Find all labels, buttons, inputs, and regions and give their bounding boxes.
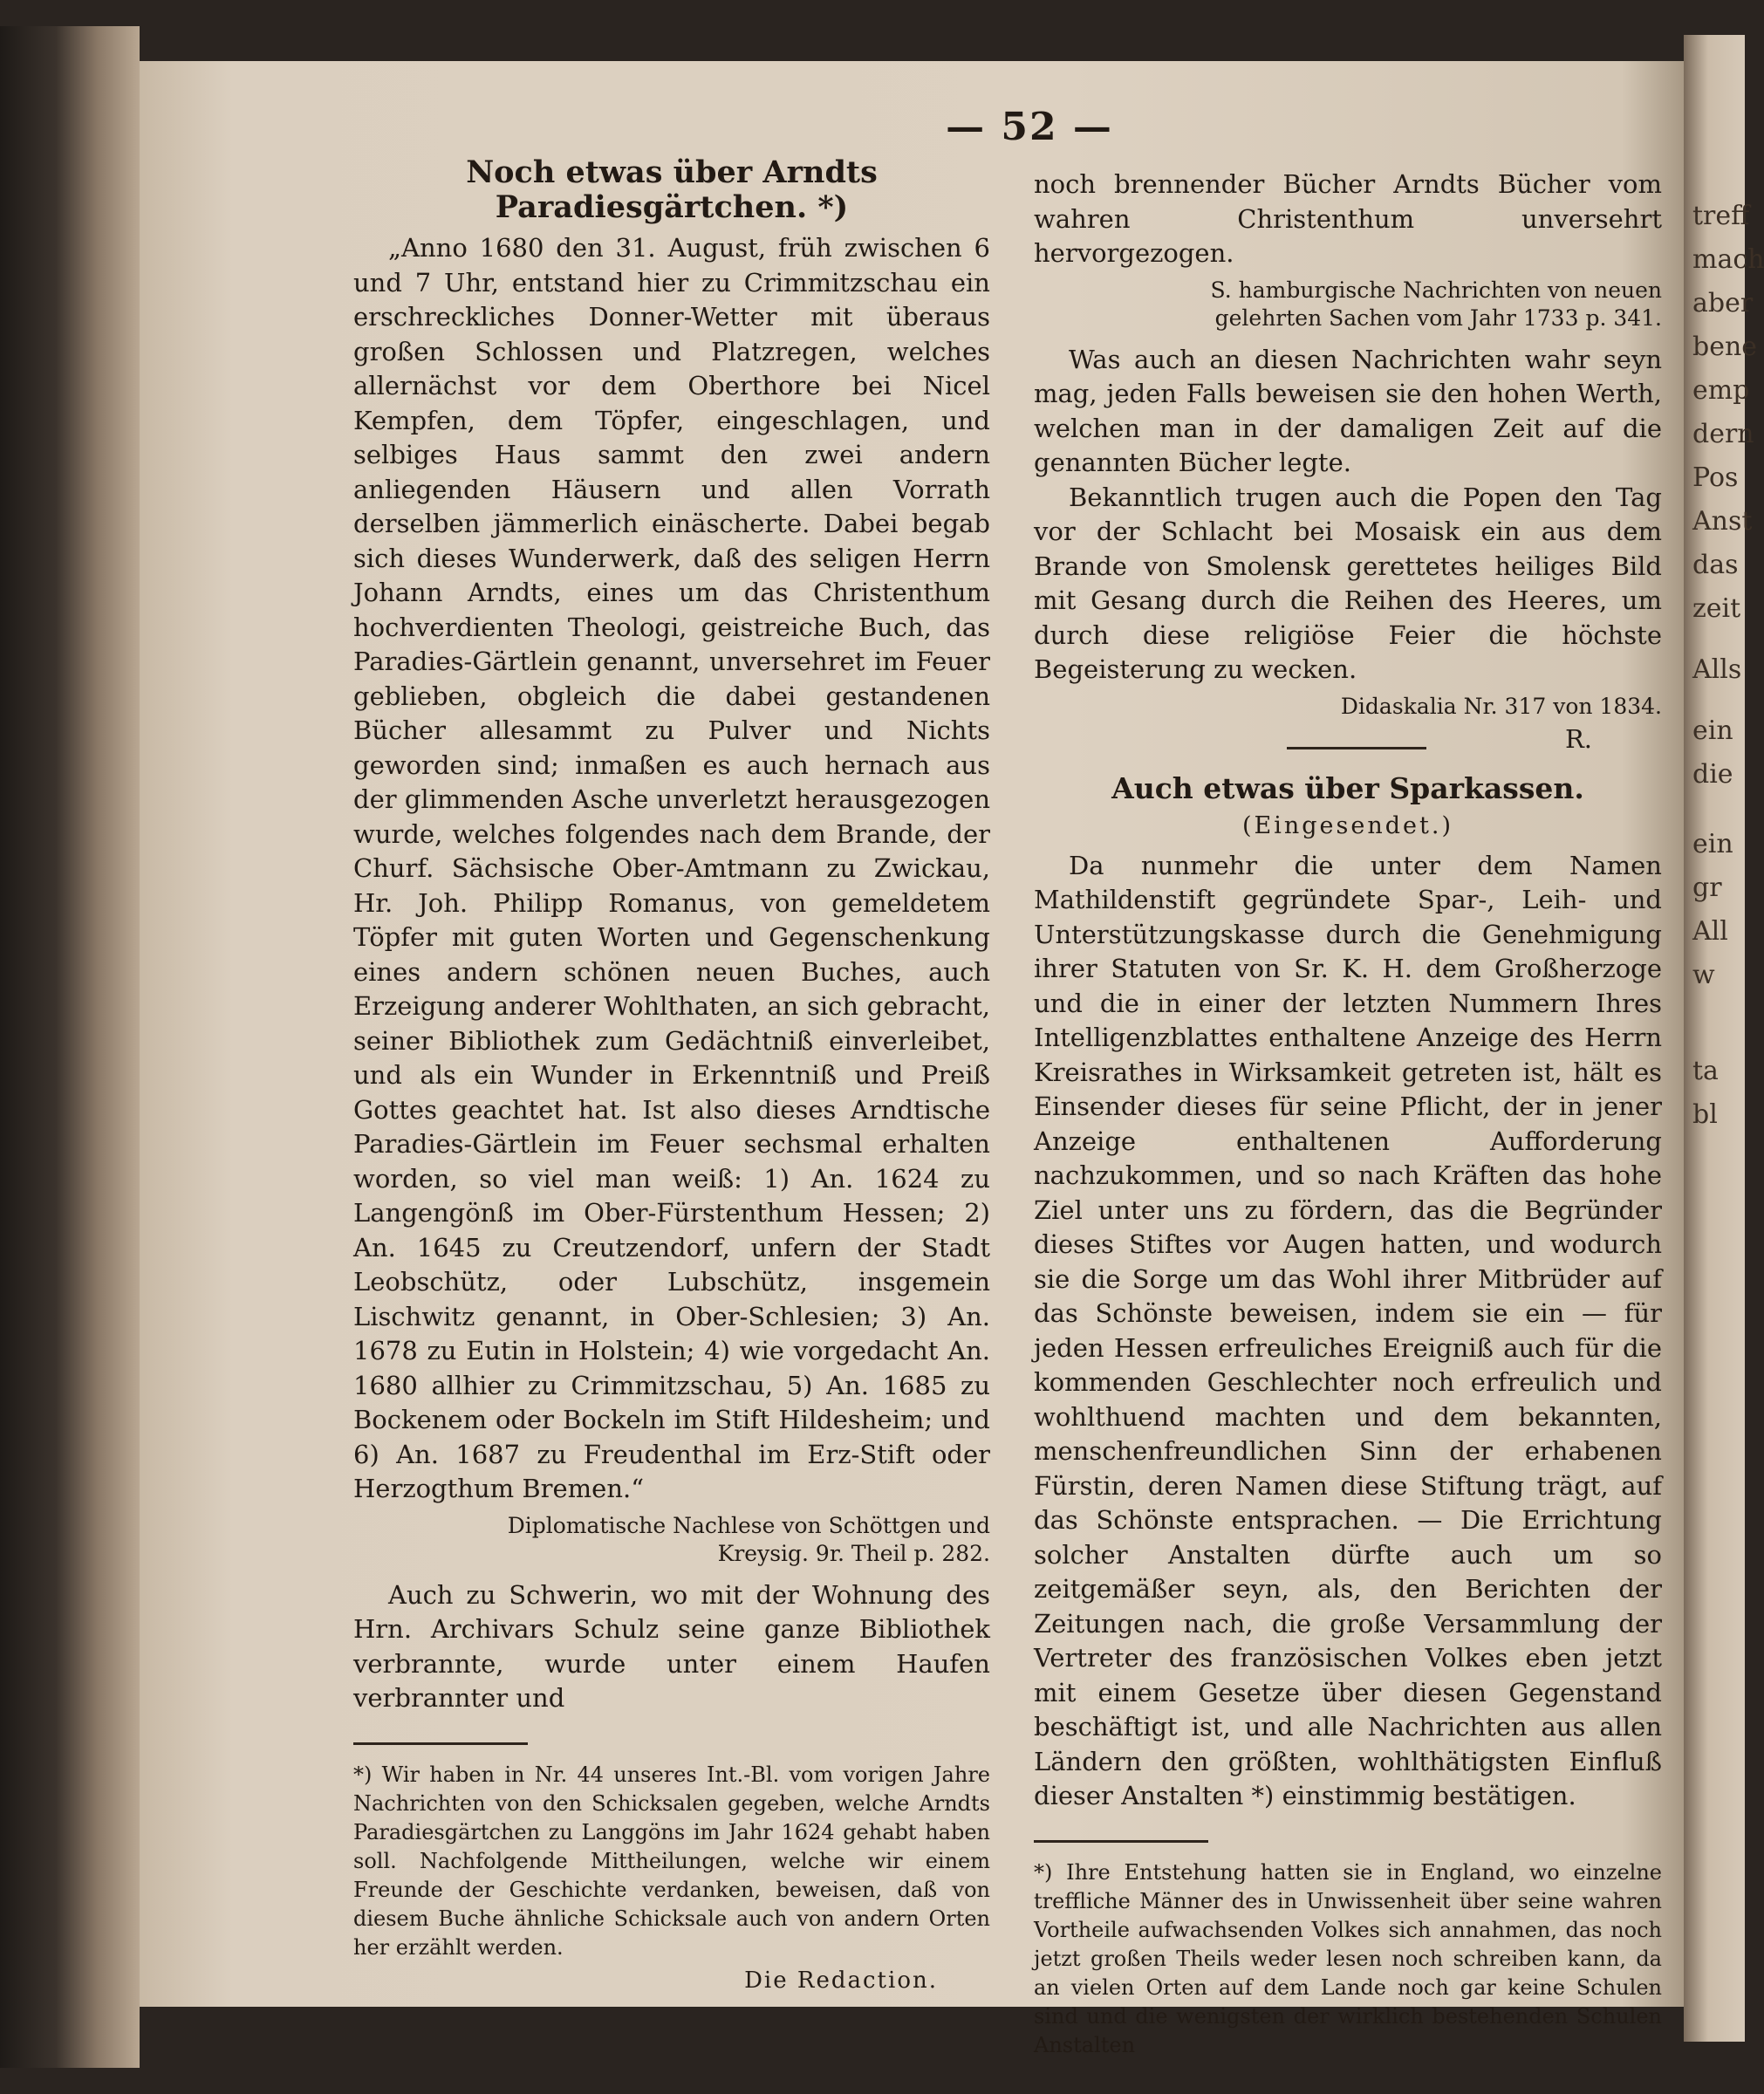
quote-paragraph: „Anno 1680 den 31. August, früh zwischen 6 und 7 Uhr, entstand hier zu Crimmitzschau ein erschreckliches Donner-Wetter mit überaus großen Schlossen und Platzregen, welches allernächst vor dem Oberthore bei Nicel Kempfen, dem Töpfer, eingeschlagen, und selbiges Haus sammt den zwei andern anliegenden Häusern und allen Vorrath derselben jämmerlich einäscherte. Dabei begab sich dieses Wunderwerk, daß des seligen Herrn Johann Arndts, eines um das Christenthum hochverdienten Theologi, geistreiche Buch, das Paradies-Gärtlein genannt, unversehret im Feuer geblieben, obgleich die dabei gestandenen Bücher allesammt zu Pulver und Nichts geworden sind; inmaßen es auch hernach aus der glimmenden Asche unverletzt herausgezogen wurde, welches folgendes nach dem Brande, der Churf. Sächsische Ober-Amtmann zu Zwickau, Hr. Joh. Philipp Romanus, von gemeldetem Töpfer mit guten Worten und Gegenschenkung eines andern schönen neuen Buches, auch Erzeigung anderer Wohlthaten, an sich gebracht, seiner Bibliothek zum Gedächtniß einverleibet, und als ein Wunder in Erkenntniß und Preiß Gottes geachtet hat. Ist also dieses Arndtische Paradies-Gärtlein im Feuer sechsmal erhalten worden, so viel man weiß: 1) An. 1624 zu Langengönß im Ober-Fürstenthum Hessen; 2) An. 1645 zu Creutzendorf, unfern der Stadt Leobschütz, oder Lubschütz, insgemein Lischwitz genannt, in Ober-Schlesien; 3) An. 1678 zu Eutin in Holstein; 4) wie vorgedacht An. 1680 allhier zu Crimmitzschau, 5) An. 1685 zu Bockenem oder Bockeln im Stift Hildesheim; und 6) An. 1687 zu Freudenthal im Erz-Stift oder Herzogthum Bremen.“: [353, 233, 990, 1503]
footnote-rule: [353, 1742, 528, 1745]
footnote-signature: Die Redaction.: [744, 1967, 938, 1994]
book-spine-edge: [0, 26, 140, 2068]
next-page-fragment: Anst: [1692, 506, 1753, 537]
signature-row: [1034, 722, 1662, 761]
next-page-fragment: Alls: [1692, 654, 1742, 685]
next-page-fragment: das: [1692, 550, 1739, 580]
next-page-edge: [1684, 35, 1764, 2042]
next-page-fragment: emp: [1692, 375, 1750, 406]
paragraph-source: Didaskalia Nr. 317 von 1834.: [1340, 693, 1662, 719]
next-page-fragment: die: [1692, 759, 1733, 790]
article-subtitle: (Eingesendet.): [1242, 812, 1453, 839]
footnote: *) Wir haben in Nr. 44 unseres Int.-Bl. vom vorigen Jahre Nachrichten von den Schicksalen gegeben, welche Arndts Paradiesgärtchen zu Langgöns im Jahr 1624 gehabt haben soll. Nachfolgende Mittheilungen, welche wir einem Freunde der Geschichte verdanken, beweisen, daß von diesem Buche ähnliche Schicksale auch von andern Orten her erzählt werden.: [353, 1762, 990, 1960]
quote-source: Diplomatische Nachlese von Schöttgen und Kreysig. 9r. Theil p. 282.: [507, 1512, 990, 1566]
next-page-fragment: mach: [1692, 244, 1764, 275]
next-page-fragment: ein: [1692, 715, 1733, 746]
next-page-fragment: bene: [1692, 332, 1758, 362]
article-title: Noch etwas über Arndts Paradiesgärtchen. *): [466, 154, 878, 225]
article-title: Auch etwas über Sparkassen.: [1111, 770, 1584, 805]
body-paragraph: Auch zu Schwerin, wo mit der Wohnung des Hrn. Archivars Schulz seine ganze Bibliothek verbrannte, wurde unter einem Haufen verbrannter und: [353, 1579, 990, 1713]
next-page-fragment: bl: [1692, 1099, 1718, 1130]
continuation-source: S. hamburgische Nachrichten von neuen gelehrten Sachen vom Jahr 1733 p. 341.: [1210, 277, 1662, 331]
next-page-fragment: All: [1692, 916, 1728, 947]
footnote: *) Ihre Entstehung hatten sie in England, wo einzelne treffliche Männer des in Unwissenheit über seine wahren Vortheile aufwachsenden Volkes sich annahmen, das noch jetzt großen Theils weder lesen noch schreiben kann, da an vielen Orten auf dem Lande noch gar keine Schulen sind und die wenigsten der wirklich bestehenden Schulen Anstalten: [1034, 1859, 1662, 2057]
left-column: [353, 155, 990, 1998]
next-page-fragment: ta: [1692, 1056, 1719, 1086]
footnote-rule: [1034, 1840, 1208, 1843]
next-page-fragment: zeit: [1692, 593, 1741, 624]
body-paragraph: Was auch an diesen Nachrichten wahr seyn mag, jeden Falls beweisen sie den hohen Werth, welchen man in der damaligen Zeit auf die genannten Bücher legte.: [1034, 344, 1662, 477]
next-page-fragment: aber: [1692, 288, 1754, 318]
signature: R.: [1564, 723, 1592, 754]
page-number: — 52 —: [946, 105, 1113, 149]
next-page-fragment: Pos: [1692, 462, 1739, 493]
article-body: Da nunmehr die unter dem Namen Mathildenstift gegründete Spar-, Leih- und Unterstützungskasse durch die Genehmigung ihrer Statuten von Sr. K. H. dem Großherzoge und die in einer der letzten Nummern Ihres Intelligenzblattes enthaltene Anzeige des Herrn Kreisrathes in Wirksamkeit getreten ist, hält es Einsender dieses für seine Pflicht, der in jener Anzeige enthaltenen Aufforderung nachzukommen, und so nach Kräften das hohe Ziel unter uns zu fördern, das die Begründer dieses Stiftes vor Augen hatten, und wodurch sie die Sorge um das Wohl ihrer Mitbrüder auf das Schönste beweisen, indem sie ein — für jeden Hessen erfreuliches Ereigniß auch für die kommenden Geschlechter noch erfreulich und wohlthuend machten und dem bekannten, menschenfreundlichen Sinn der erhabenen Fürstin, deren Namen diese Stiftung trägt, auf das Schönste entsprachen. — Die Errichtung solcher Anstalten dürfte auch um so zeitgemäßer seyn, als, den Berichten der Zeitungen nach, die große Versammlung der Vertreter des französischen Volkes eben jetzt mit einem Gesetze über diesen Gegenstand beschäftigt ist, und alle Nachrichten aus allen Ländern den größten, wohlthätigsten Einfluß dieser Anstalten *) einstimmig bestätigen.: [1034, 850, 1662, 1810]
next-page-fragment: treff: [1692, 201, 1750, 231]
next-page-fragment: w: [1692, 960, 1715, 990]
continuation-paragraph: noch brennender Bücher Arndts Bücher vom wahren Christenthum unversehrt hervorgezogen.: [1034, 169, 1662, 268]
next-page-fragment: ein: [1692, 829, 1733, 859]
right-column: [1034, 168, 1662, 2060]
next-page-fragment: dern: [1692, 419, 1754, 449]
section-divider: [1287, 747, 1426, 749]
next-page-fragment: gr: [1692, 872, 1722, 903]
body-paragraph: Bekanntlich trugen auch die Popen den Tag vor der Schlacht bei Mosaisk ein aus dem Brande von Smolensk gerettetes heiliges Bild mit Gesang durch die Reihen des Heeres, um durch diese religiöse Feier die höchste Begeisterung zu wecken.: [1034, 482, 1662, 684]
